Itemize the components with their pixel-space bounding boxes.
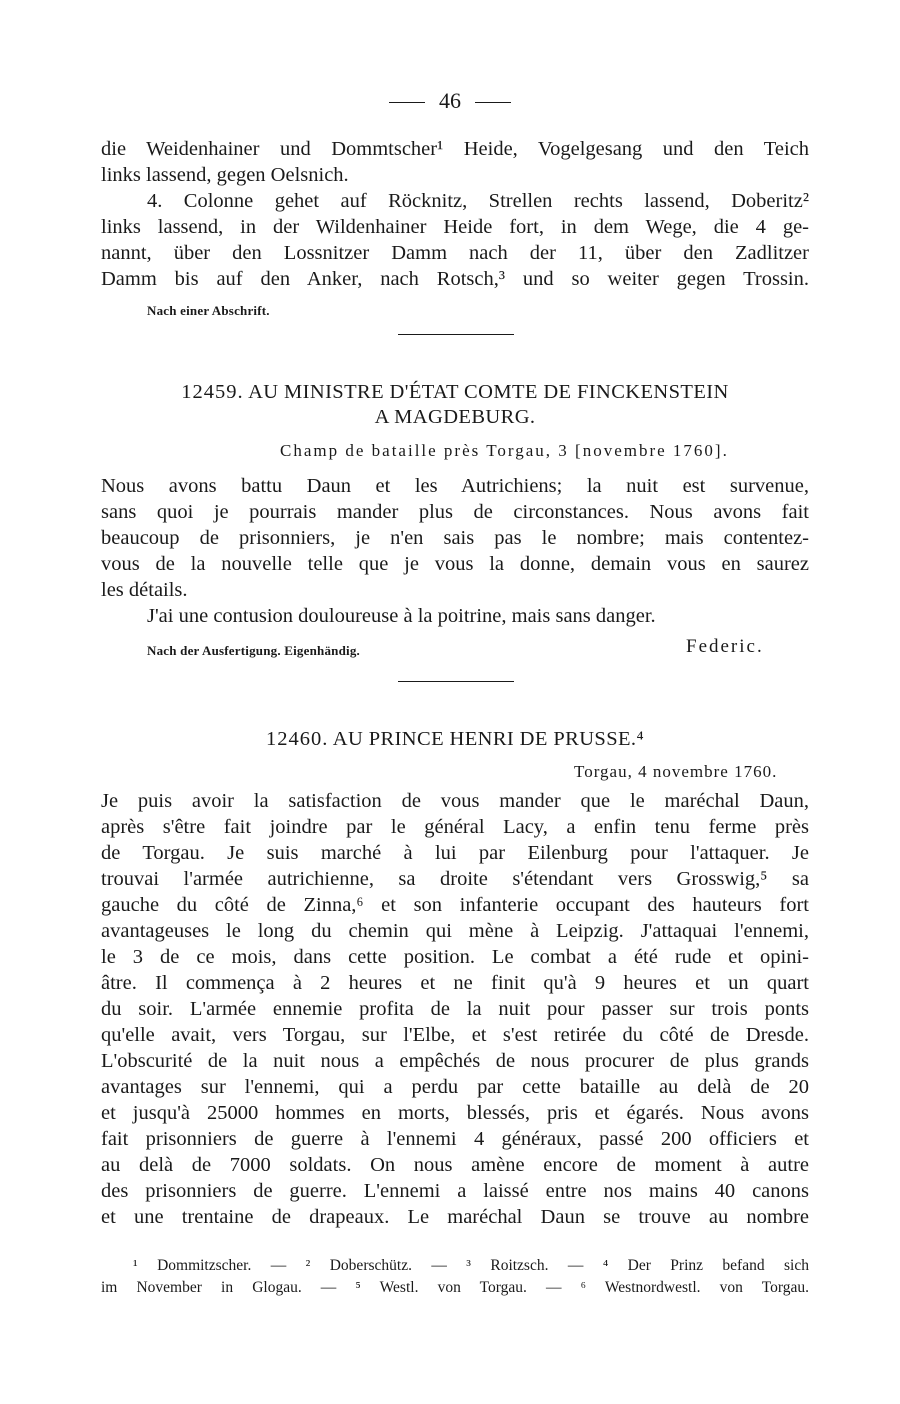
continuation-line: links lassend, gegen Oelsnich. xyxy=(101,164,349,186)
source-note: Nach der Ausfertigung. Eigenhändig. xyxy=(147,643,360,658)
letter-line: J'ai une contusion douloureuse à la poitrine, mais sans danger. xyxy=(147,605,656,627)
footnote-line: im November in Glogau. — ⁵ Westl. von Torgau. — ⁶ Westnordwestl. von Torgau. xyxy=(101,1279,809,1296)
letter-line: fait prisonniers de guerre à l'ennemi 4 généraux, passé 200 officiers et xyxy=(101,1128,809,1150)
continuation-line: Damm bis auf den Anker, nach Rotsch,³ und so weiter gegen Trossin. xyxy=(101,268,809,290)
letter-line: et une trentaine de drapeaux. Le maréchal Daun se trouve au nombre xyxy=(101,1206,809,1228)
letter-number: 12459. xyxy=(181,381,244,403)
letter-line: les détails. xyxy=(101,579,188,601)
continuation-line: nannt, über den Lossnitzer Damm nach der 11, über den Zadlitzer xyxy=(101,242,809,264)
dash-right xyxy=(475,102,511,103)
page-number-header xyxy=(0,88,900,114)
letter-line: sans quoi je pourrais mander plus de circonstances. Nous avons fait xyxy=(101,501,809,523)
place-date: Champ de bataille près Torgau, 3 [novembre 1760]. xyxy=(280,441,729,460)
dash-left xyxy=(389,102,425,103)
page-number: 46 xyxy=(439,88,461,113)
letter-line: vous de la nouvelle telle que je vous la donne, demain vous en saurez xyxy=(101,553,809,575)
continuation-line: die Weidenhainer und Dommtscher¹ Heide, Vogelgesang und den Teich xyxy=(101,138,809,160)
letter-heading xyxy=(100,728,810,751)
letter-line: avantageuses le long du chemin qui mène à Leipzig. J'attaquai l'ennemi, xyxy=(101,920,809,942)
letter-line: âtre. Il commença à 2 heures et ne finit qu'à 9 heures et un quart xyxy=(101,972,809,994)
letter-line: du soir. L'armée ennemie profita de la nuit pour passer sur trois ponts xyxy=(101,998,809,1020)
letter-line: Nous avons battu Daun et les Autrichiens; la nuit est survenue, xyxy=(101,475,809,497)
continuation-line: 4. Colonne gehet auf Röcknitz, Strellen rechts lassend, Doberitz² xyxy=(147,190,809,212)
letter-line: trouvai l'armée autrichienne, sa droite s'étendant vers Grosswig,⁵ sa xyxy=(101,868,809,890)
signature: Federic. xyxy=(686,636,764,657)
source-note: Nach einer Abschrift. xyxy=(147,303,270,318)
letter-line: et jusqu'à 25000 hommes en morts, blessés, pris et égarés. Nous avons xyxy=(101,1102,809,1124)
letter-line: après s'être fait joindre par le général Lacy, a enfin tenu ferme près xyxy=(101,816,809,838)
letter-title: AU MINISTRE D'ÉTAT COMTE DE FINCKENSTEIN xyxy=(248,381,729,403)
letter-line: Je puis avoir la satisfaction de vous mander que le maréchal Daun, xyxy=(101,790,809,812)
place-date: Torgau, 4 novembre 1760. xyxy=(574,762,778,781)
letter-heading xyxy=(100,381,810,404)
letter-line: gauche du côté de Zinna,⁶ et son infanterie occupant des hauteurs fort xyxy=(101,894,809,916)
letter-line: qu'elle avait, vers Torgau, sur l'Elbe, et s'est retirée du côté de Dresde. xyxy=(101,1024,809,1046)
letter-line: avantages sur l'ennemi, qui a perdu par cette bataille au delà de 20 xyxy=(101,1076,809,1098)
section-divider xyxy=(398,681,514,682)
section-divider xyxy=(398,334,514,335)
letter-line: des prisonniers de guerre. L'ennemi a laissé entre nos mains 40 canons xyxy=(101,1180,809,1202)
letter-line: beaucoup de prisonniers, je n'en sais pas le nombre; mais contentez- xyxy=(101,527,809,549)
footnote-line: ¹ Dommitzscher. — ² Doberschütz. — ³ Roitzsch. — ⁴ Der Prinz befand sich xyxy=(133,1257,809,1274)
letter-line: au delà de 7000 soldats. On nous amène encore de moment à autre xyxy=(101,1154,809,1176)
letter-line: de Torgau. Je suis marché à lui par Eilenburg pour l'attaquer. Je xyxy=(101,842,809,864)
letter-number: 12460. xyxy=(265,728,329,750)
letter-title: AU PRINCE HENRI DE PRUSSE.⁴ xyxy=(332,728,645,750)
letter-line: le 3 de ce mois, dans cette position. Le combat a été rude et opini- xyxy=(101,946,809,968)
letter-title-line2: A MAGDEBURG. xyxy=(374,406,536,428)
letter-line: L'obscurité de la nuit nous a empêchés de nous procurer de plus grands xyxy=(101,1050,809,1072)
continuation-line: links lassend, in der Wildenhainer Heide fort, in dem Wege, die 4 ge- xyxy=(101,216,809,238)
